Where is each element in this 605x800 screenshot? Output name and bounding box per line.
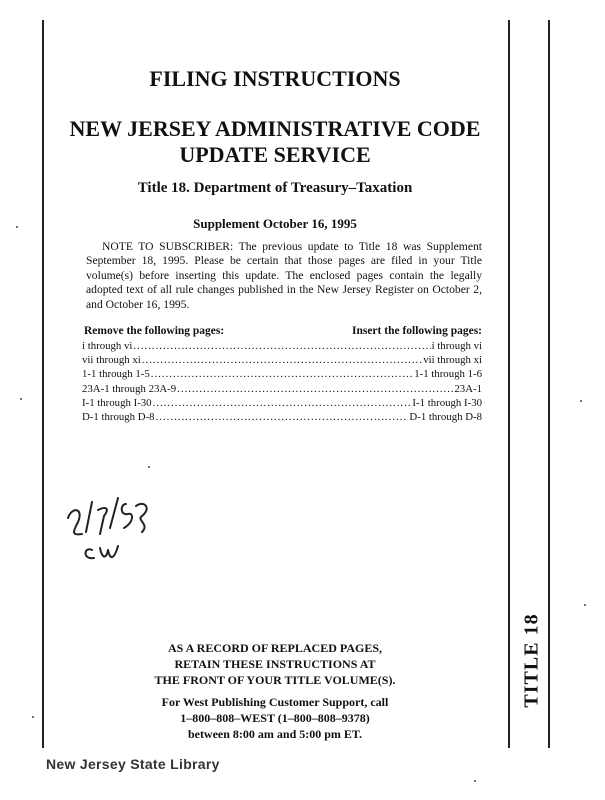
insert-range: vii through xi: [423, 354, 482, 367]
page-row: [82, 339, 482, 353]
scan-speck: [32, 716, 34, 718]
scan-speck: [584, 604, 586, 606]
page-row: [82, 367, 482, 381]
insert-range: D-1 through D-8: [409, 411, 482, 424]
record-notice-line1: AS A RECORD OF REPLACED PAGES,: [167, 641, 383, 655]
page-row: [82, 410, 482, 424]
support-line1: For West Publishing Customer Support, call: [161, 695, 389, 709]
remove-pages-header: Remove the following pages:: [84, 325, 225, 337]
record-notice-line3: THE FRONT OF YOUR TITLE VOLUME(S).: [154, 673, 396, 687]
support-phone: 1–800–808–WEST (1–800–808–9378): [180, 711, 370, 725]
page-row: [82, 382, 482, 396]
insert-range: i through vi: [431, 340, 482, 352]
remove-range: 1-1 through 1-5: [82, 368, 150, 381]
code-heading-line1: NEW JERSEY ADMINISTRATIVE CODE: [69, 116, 481, 141]
record-notice: [42, 640, 508, 688]
scan-speck: [580, 400, 582, 402]
dot-leader: [156, 410, 409, 424]
code-heading-line2: UPDATE SERVICE: [179, 142, 371, 167]
insert-range: I-1 through I-30: [412, 396, 482, 409]
dot-leader: [142, 353, 422, 367]
scan-speck: [474, 780, 476, 782]
record-notice-line2: RETAIN THESE INSTRUCTIONS AT: [174, 657, 376, 671]
insert-range: 23A-1: [454, 382, 482, 395]
page-list: [82, 339, 482, 424]
remove-range: vii through xi: [82, 354, 141, 367]
insert-pages-header: Insert the following pages:: [351, 325, 482, 337]
title-line: Title 18. Department of Treasury–Taxation: [137, 180, 413, 196]
page-row: [82, 353, 482, 367]
subscriber-note: NOTE TO SUBSCRIBER: The previous update to Title 18 was Supplement September 18, 1995. Please be certain that those pages are filed in your Title volume(s) before inserting this update. The enclosed pages contain the legally adopted text of all rule changes published in the New Jersey Register on October 2, and October 16, 1995.: [86, 240, 482, 311]
supplement-date: Supplement October 16, 1995: [193, 216, 357, 231]
side-tab-label: TITLE 18: [520, 612, 543, 708]
insert-range: 1-1 through 1-6: [414, 368, 482, 381]
support-hours: between 8:00 am and 5:00 pm ET.: [187, 727, 363, 741]
side-tab: [512, 600, 552, 720]
dot-leader: [153, 396, 412, 410]
remove-range: D-1 through D-8: [82, 411, 155, 424]
dot-leader: [151, 367, 413, 381]
tab-divider: [508, 20, 510, 748]
dot-leader: [133, 339, 430, 353]
filing-heading: FILING INSTRUCTIONS: [149, 66, 401, 91]
handwritten-date-signature: [62, 488, 162, 568]
scan-speck: [148, 466, 150, 468]
code-heading: [42, 116, 508, 168]
page-row: [82, 396, 482, 410]
remove-range: 23A-1 through 23A-9: [82, 382, 177, 395]
remove-range: i through vi: [82, 340, 133, 352]
scan-speck: [20, 398, 22, 400]
remove-range: I-1 through I-30: [82, 396, 152, 409]
scan-speck: [16, 226, 18, 228]
support-info: [42, 694, 508, 742]
library-stamp: New Jersey State Library: [46, 756, 220, 772]
dot-leader: [177, 382, 453, 396]
